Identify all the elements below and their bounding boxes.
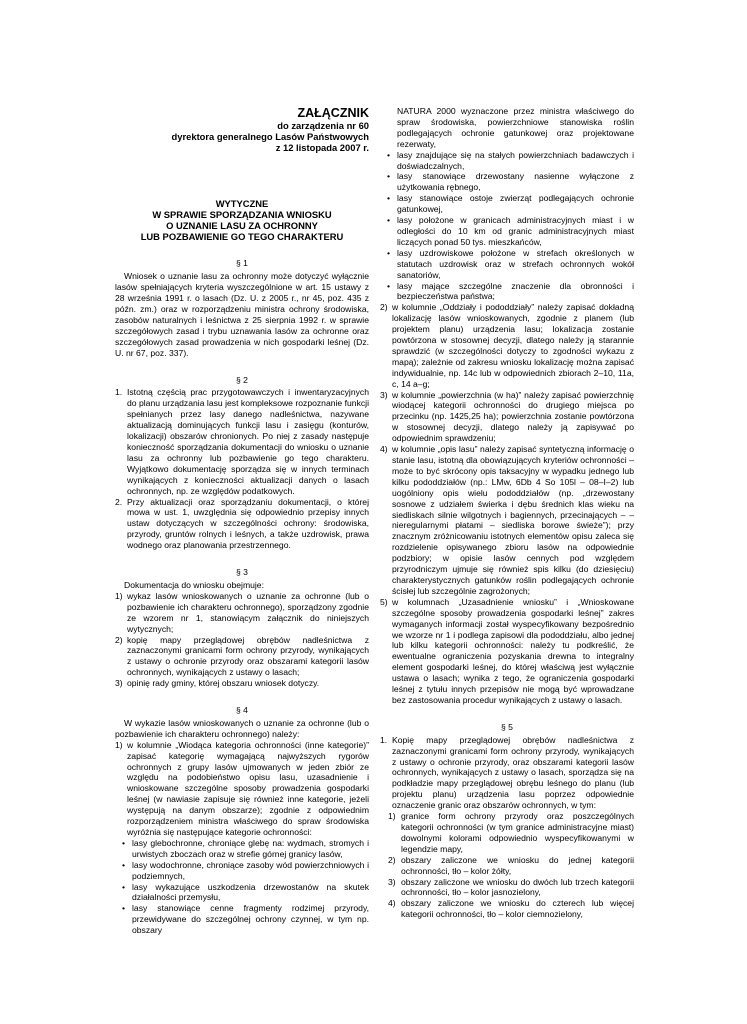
bullet-item (115, 903, 369, 936)
bullet-item (115, 882, 369, 904)
annex-line: do zarządzenia nr 60 (277, 120, 369, 131)
guidelines-title-line: LUB POZBAWIENIE GO TEGO CHARAKTERU (140, 231, 344, 243)
item-text: obszary zaliczone we wniosku do jednej kategorii ochronności, tło – kolor żółty, (401, 854, 634, 876)
guidelines-title-line: O UZNANIE LASU ZA OCHRONNY (166, 220, 318, 232)
sub-item (380, 877, 634, 899)
item-text: w kolumnie „powierzchnia (w ha)” należy zapisać powierzchnię wiodącej kategorii ochronności do drugiego miejsca po przecinku (np. 1425,25 ha); powierzchnia zostanie powtórzona w stosownej decyzji, dlatego należy ją zapisywać po odpowiednim sprawdzeniu; (392, 389, 634, 444)
section-heading: § 4 (236, 705, 248, 716)
list-item (115, 387, 369, 496)
item-number: 2) (388, 854, 396, 865)
bullet-item (115, 838, 369, 860)
bullet-icon: • (387, 280, 391, 291)
bullet-continuation (380, 106, 634, 150)
list-item (380, 390, 634, 445)
bullet-text: lasy stanowiące cenne fragmenty rodzimej przyrody, przewidywane do szczególnej ochrony czynnej, w tym np. obszary (132, 903, 369, 936)
annex-line: dyrektora generalnego Lasów Państwowych (171, 131, 369, 143)
bullet-icon: • (122, 837, 126, 848)
bullet-icon: • (122, 859, 126, 870)
item-text: w kolumnie „Oddziały i pododdziały” należy zapisać dokładną lokalizację lasów wnioskowanych, zgodnie z planem (lub projektem planu) urządzenia lasu; lokalizacja zostanie powtórzona w stosownej decyzji, dlatego należy ją starannie sprawdzić (w szczególności dotyczy to zgodności wykazu z mapą); zależnie od zakresu wniosku lokalizację można zapisać indywidualnie, np. 14c lub w odpowiednich zbiorach 2–10, 11a, c, 14 a–g; (392, 302, 634, 389)
list-item (115, 740, 369, 838)
item-number: 2. (115, 496, 123, 507)
list-item (115, 635, 369, 679)
item-number: 2) (380, 302, 388, 313)
section-heading: § 2 (236, 374, 248, 385)
bullet-text: lasy glebochronne, chroniące glebę na: wydmach, stromych i urwistych zboczach oraz w strefie górnej granicy lasów, (132, 837, 369, 859)
list-item (115, 591, 369, 635)
bullet-text: lasy wodochronne, chroniące zasoby wód powierzchniowych i podziemnych, (132, 859, 369, 881)
item-number: 1. (380, 734, 388, 745)
guidelines-title (115, 198, 369, 243)
bullet-text: lasy mające szczególne znaczenie dla obronności i bezpieczeństwa państwa; (397, 280, 634, 302)
bullet-text: lasy położone w granicach administracyjnych miast i w odległości do 10 km od granic administracyjnych miast liczących ponad 50 tys. mieszkańców, (397, 215, 634, 247)
list-item (380, 735, 634, 811)
item-text: w kolumnie „Wiodąca kategoria ochronności (inne kategorie)” zapisać kategorię wymagającą najwyższych rygorów ochronnych z grupy lasów ujmowanych w jeden zbiór ze względu na podobieństwo opisu lasu, uzasadnienie i wnioskowane szczególne sposoby prowadzenia gospodarki leśnej (w nawiasie zapisuje się również inne kategorie, jeżeli występują na danym obszarze); zgodnie z odpowiednim rozporządzeniem ministra właściwego do spraw środowiska wyróżnia się następujące kategorie ochronności: (127, 739, 369, 838)
annex-header (115, 106, 369, 154)
list-item (115, 497, 369, 552)
bullet-text: lasy znajdujące się na stałych powierzchniach badawczych i doświadczalnych, (397, 149, 634, 171)
bullet-text: lasy uzdrowiskowe położone w strefach określonych w statutach uzdrowisk oraz w strefach ochronnych wokół sanatoriów, (397, 247, 634, 280)
item-text: Istotną częścią prac przygotowawczych i inwentaryzacyjnych do planu urządzania lasu jest kompleksowe rozpoznanie funkcji spełnianych przez lasy danego nadleśnictwa, nazywane aktualizacją dominujących funkcji lasu i zasięgu (konturów, lokalizacji) obszarów chronionych. Po niej z zasady następuje konieczność sporządzania dokumentacji do wniosku o uznanie lasu za ochronny lub pozbawienie go tego charakteru. Wyjątkowo dokumentację sporządza się w innych terminach wynikających z konieczności aktualizacji danych o lasach ochronnych, np. ze względów podatkowych. (127, 387, 369, 496)
bullet-item (380, 150, 634, 172)
item-number: 3) (388, 876, 396, 887)
bullet-icon: • (387, 193, 391, 204)
section-1 (115, 258, 369, 358)
item-number: 4) (388, 898, 396, 909)
bullet-text: lasy stanowiące drzewostany nasienne wyłączone z użytkowania rębnego, (397, 171, 634, 193)
item-number: 4) (380, 444, 388, 455)
section-4 (115, 705, 369, 936)
bullet-item (115, 860, 369, 882)
bullet-item (380, 215, 634, 248)
item-text: obszary zaliczone we wniosku do dwóch lub trzech kategorii ochronności, tło – kolor jasnozielony, (401, 876, 634, 898)
sub-item (380, 898, 634, 920)
item-text: w kolumnach „Uzasadnienie wniosku” i „Wnioskowane szczególne sposoby prowadzenia gospodarki leśnej” zakres wymaganych informacji został wyspecyfikowany bezpośrednio we wzorze nr 1 i podlega zapisowi dla pododdziału, albo jednej lub kilku kategorii ochronności: należy tu podkreślić, że ewentualne ograniczenia pozyskania drewna to integralny element gospodarki leśnej, do której właściwą jest wyłącznie ustawa o lasach; wynika z tego, że ograniczenia gospodarki leśnej z tytułu innych przepisów nie mogą być wprowadzane bez zastosowania procedur wynikających z ustawy o lasach. (392, 596, 634, 705)
section-intro: W wykazie lasów wnioskowanych o uznanie za ochronne (lub o pozbawienie ich charakteru ochronnego) należy: (115, 717, 369, 739)
bullet-item (380, 281, 634, 303)
section-3 (115, 567, 369, 689)
item-text: obszary zaliczone we wniosku do czterech lub więcej kategorii ochronności, tło – kolor ciemnozielony, (401, 898, 634, 920)
item-number: 5) (380, 596, 388, 607)
item-number: 1) (115, 739, 123, 750)
sub-item (380, 811, 634, 855)
sub-item (380, 855, 634, 877)
item-number: 1) (388, 811, 396, 822)
list-item (115, 678, 369, 689)
item-text: Kopię mapy przeglądowej obrębów nadleśnictwa z zaznaczonymi granicami form ochrony przyrody, wynikających z ustawy o ochronie przyrody, oraz obszarami kategorii lasów ochronnych, wynikających z ustawy o lasach, sporządza się na podkładzie mapy przeglądowej obrębu leśnego do planu (lub projektu planu) urządzenia lasu poprzez odpowiednie oznaczenie granic oraz obszarów ochronnych, w tym: (392, 734, 634, 811)
bullet-item (380, 193, 634, 215)
bullet-icon: • (387, 247, 391, 258)
section-paragraph: Wniosek o uznanie lasu za ochronny może dotyczyć wyłącznie lasów spełniających kryteria wyszczególnione w art. 15 ustawy z 28 września 1991 r. o lasach (Dz. U. z 2005 r., nr 45, poz. 435 z późn. zm.) oraz w rozporządzeniu ministra ochrony środowiska, zasobów naturalnych i leśnictwa z 25 sierpnia 1992 r. w sprawie szczegółowych zasad i trybu uznawania lasów za ochronne oraz szczegółowych zasad prowadzenia w nich gospodarki leśnej (Dz. U. nr 67, poz. 337). (115, 271, 369, 358)
item-number: 3) (115, 678, 123, 689)
section-5 (380, 722, 634, 920)
item-number: 1. (115, 387, 123, 398)
bullet-text: lasy stanowiące ostoje zwierząt podlegających ochronie gatunkowej, (397, 193, 634, 215)
guidelines-title-line: W SPRAWIE SPORZĄDZANIA WNIOSKU (152, 208, 332, 220)
bullet-text: lasy wykazujące uszkodzenia drzewostanów na skutek działalności przemysłu, (132, 881, 369, 903)
section-heading: § 1 (236, 258, 248, 269)
item-text: w kolumnie „opis lasu” należy zapisać syntetyczną informację o stanie lasu, istotną dla obowiązujących kryteriów ochronności – może to być skrócony opis taksacyjny w wypadku jednego lub kilku pododdziałów (np.: LMw, 6Db 4 So 105l – 08–I–2) lub uogólniony opis wielu pododdziałów (np. „drzewostany sosnowe z udziałem świerka i dębu średnich klas wieku na siedliskach silnie wilgotnych i bagiennych, przecinających – – nieregularnymi płatami – siedliska borowe świeże”); przy znacznym zróżnicowaniu istotnych elementów opisu zaleca się rozdzielenie opisywanego zbioru lasów na odpowiednie podzbiory; w opisie lasów cennych pod względem przyrodniczym ujmuje się również spis kilku (do dziesięciu) charakterystycznych gatunków roślin podlegających ochronie ścisłej lub szczególnie zagrożonych; (392, 444, 634, 596)
item-text: kopię mapy przeglądowej obrębów nadleśnictwa z zaznaczonymi granicami form ochrony przyrody, wynikających z ustawy o ochronie przyrody oraz obszarami kategorii lasów ochronnych, wynikających z ustawy o lasach; (127, 634, 369, 678)
section-heading: § 5 (501, 721, 513, 732)
item-text: granice form ochrony przyrody oraz poszczególnych kategorii ochronności (w tym granice administracyjne miast) dowolnymi kolorami odpowiednio wyspecyfikowanymi w legendzie mapy, (401, 811, 634, 854)
bullet-icon: • (387, 149, 391, 160)
bullet-text: NATURA 2000 wyznaczone przez ministra właściwego do spraw środowiska, powierzchniowe stanowiska roślin podlegających ochronie gatunkowej oraz projektowane rezerwaty, (397, 106, 634, 149)
item-number: 2) (115, 634, 123, 645)
section-2 (115, 375, 369, 552)
bullet-icon: • (387, 215, 391, 226)
bullet-icon: • (122, 903, 126, 914)
item-text: opinię rady gminy, której obszaru wniosek dotyczy. (127, 678, 320, 689)
item-text: wykaz lasów wnioskowanych o uznanie za ochronne (lub o pozbawienie ich charakteru ochronnego), sporządzony zgodnie ze wzorem nr 1, stanowiącym załącznik do niniejszych wytycznych; (127, 590, 369, 634)
item-number: 3) (380, 389, 388, 400)
bullet-item (380, 171, 634, 193)
annex-line: z 12 listopada 2007 r. (275, 142, 369, 154)
list-item (380, 444, 634, 597)
bullet-icon: • (387, 171, 391, 182)
left-column (115, 106, 369, 936)
section-heading: § 3 (236, 567, 248, 578)
list-item (380, 302, 634, 389)
item-number: 1) (115, 590, 123, 601)
bullet-icon: • (122, 881, 126, 892)
section-intro: Dokumentacja do wniosku obejmuje: (124, 579, 264, 590)
annex-title: ZAŁĄCZNIK (297, 106, 369, 120)
bullet-item (380, 248, 634, 281)
right-column (380, 106, 634, 920)
guidelines-title-line: WYTYCZNE (215, 197, 269, 209)
item-text: Przy aktualizacji oraz sporządzaniu dokumentacji, o której mowa w ust. 1, uwzględnia się odpowiednio przepisy innych ustaw dotyczących w szczególności ochrony: środowiska, przyrody, gruntów rolnych i leśnych, a także uzdrowisk, prawa wodnego oraz planowania przestrzennego. (127, 496, 369, 551)
list-item (380, 597, 634, 706)
